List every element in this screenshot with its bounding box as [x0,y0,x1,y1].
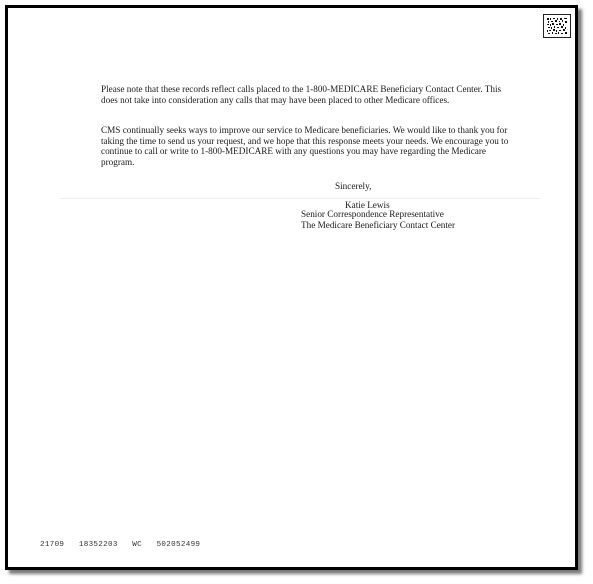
records-note-paragraph: Please note that these records reflect calls placed to the 1-800-MEDICARE Beneficiary Contact Center. This does not take into consideration any calls that may have been placed to other Medicare offices. [101,84,502,105]
signature-block [301,209,455,230]
signer-title: Senior Correspondence Representative [301,209,444,219]
document-reference-code: 21709 18352203 WC 502052499 [40,541,201,549]
2d-barcode-icon [543,14,571,38]
signer-name: Katie Lewis [345,200,390,210]
scan-artifact-line [60,198,540,199]
closing-salutation: Sincerely, [335,181,372,191]
service-thanks-paragraph: CMS continually seeks ways to improve our service to Medicare beneficiaries. We would like to thank you for taking the time to send us your request, and we hope that this response meets your needs. We encourage you to continue to call or write to 1-800-MEDICARE with any questions you may have regarding the Medicare program. [101,125,509,167]
signer-organization: The Medicare Beneficiary Contact Center [301,219,456,230]
